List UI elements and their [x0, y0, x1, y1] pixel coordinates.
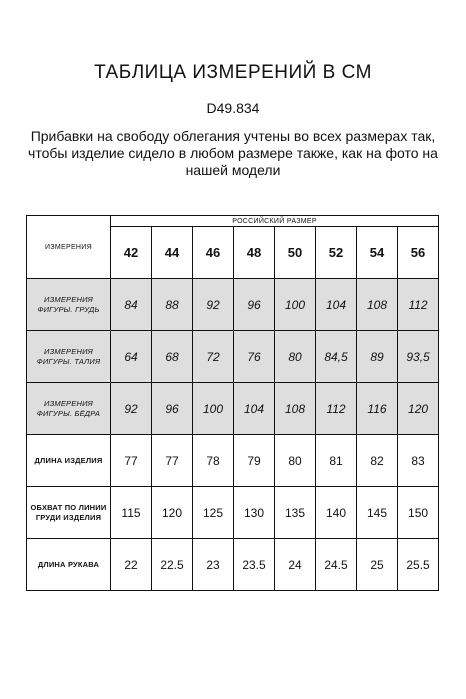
value-cell: 77: [152, 435, 193, 487]
value-cell: 88: [152, 279, 193, 331]
size-cell: 46: [193, 227, 234, 279]
table-row-sleeve: [27, 539, 439, 591]
row-label: ИЗМЕРЕНИЯ ФИГУРЫ. ТАЛИЯ: [27, 331, 111, 383]
value-cell: 100: [275, 279, 316, 331]
table-row-chest: [27, 279, 439, 331]
value-cell: 104: [234, 383, 275, 435]
value-cell: 112: [316, 383, 357, 435]
size-table: [26, 215, 439, 591]
value-cell: 120: [152, 487, 193, 539]
size-title-row: [27, 216, 439, 227]
value-cell: 24.5: [316, 539, 357, 591]
table-row-length: [27, 435, 439, 487]
product-code: D49.834: [206, 100, 260, 116]
value-cell: 104: [316, 279, 357, 331]
value-cell: 24: [275, 539, 316, 591]
value-cell: 115: [111, 487, 152, 539]
value-cell: 25: [357, 539, 398, 591]
size-cell: 42: [111, 227, 152, 279]
value-cell: 80: [275, 435, 316, 487]
value-cell: 77: [111, 435, 152, 487]
value-cell: 89: [357, 331, 398, 383]
value-cell: 120: [398, 383, 439, 435]
value-cell: 96: [234, 279, 275, 331]
value-cell: 84: [111, 279, 152, 331]
value-cell: 125: [193, 487, 234, 539]
value-cell: 140: [316, 487, 357, 539]
row-label: ДЛИНА РУКАВА: [27, 539, 111, 591]
size-cell: 44: [152, 227, 193, 279]
value-cell: 23.5: [234, 539, 275, 591]
value-cell: 108: [357, 279, 398, 331]
value-cell: 96: [152, 383, 193, 435]
value-cell: 150: [398, 487, 439, 539]
value-cell: 112: [398, 279, 439, 331]
size-cell: 52: [316, 227, 357, 279]
table-row-hips: [27, 383, 439, 435]
value-cell: 78: [193, 435, 234, 487]
table-row-chest-garment: [27, 487, 439, 539]
value-cell: 25.5: [398, 539, 439, 591]
value-cell: 80: [275, 331, 316, 383]
value-cell: 64: [111, 331, 152, 383]
value-cell: 83: [398, 435, 439, 487]
value-cell: 22.5: [152, 539, 193, 591]
row-label: ИЗМЕРЕНИЯ ФИГУРЫ. БЁДРА: [27, 383, 111, 435]
table-row-waist: [27, 331, 439, 383]
value-cell: 72: [193, 331, 234, 383]
row-label: ИЗМЕРЕНИЯ ФИГУРЫ. ГРУДЬ: [27, 279, 111, 331]
value-cell: 92: [111, 383, 152, 435]
value-cell: 79: [234, 435, 275, 487]
fit-note: Прибавки на свободу облегания учтены во всех размерах так, чтобы изделие сидело в любом размере также, как на фото на нашей модели: [28, 128, 438, 178]
value-cell: 100: [193, 383, 234, 435]
row-label: ОБХВАТ ПО ЛИНИИ ГРУДИ ИЗДЕЛИЯ: [27, 487, 111, 539]
measurements-header: ИЗМЕРЕНИЯ: [27, 216, 111, 279]
value-cell: 76: [234, 331, 275, 383]
value-cell: 81: [316, 435, 357, 487]
value-cell: 84,5: [316, 331, 357, 383]
page-title: ТАБЛИЦА ИЗМЕРЕНИЙ В СМ: [94, 62, 372, 83]
value-cell: 82: [357, 435, 398, 487]
value-cell: 145: [357, 487, 398, 539]
value-cell: 92: [193, 279, 234, 331]
value-cell: 68: [152, 331, 193, 383]
size-cell: 50: [275, 227, 316, 279]
size-cell: 48: [234, 227, 275, 279]
value-cell: 108: [275, 383, 316, 435]
value-cell: 23: [193, 539, 234, 591]
value-cell: 130: [234, 487, 275, 539]
size-cell: 56: [398, 227, 439, 279]
row-label: ДЛИНА ИЗДЕЛИЯ: [27, 435, 111, 487]
value-cell: 135: [275, 487, 316, 539]
value-cell: 116: [357, 383, 398, 435]
value-cell: 93,5: [398, 331, 439, 383]
russian-size-header: РОССИЙСКИЙ РАЗМЕР: [111, 216, 439, 227]
size-cell: 54: [357, 227, 398, 279]
value-cell: 22: [111, 539, 152, 591]
